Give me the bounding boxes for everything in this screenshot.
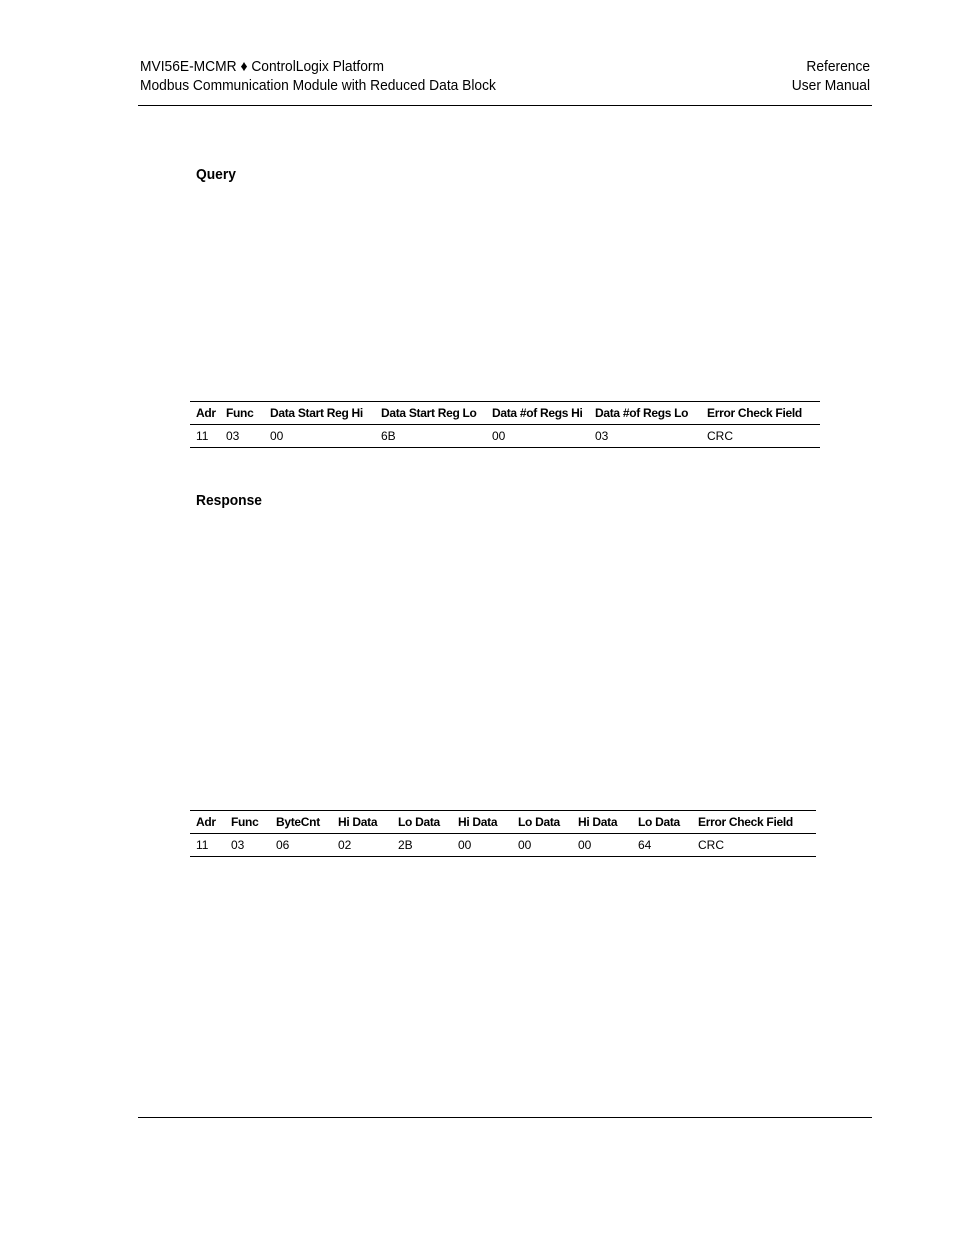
query-col-header: Adr <box>190 402 220 425</box>
header-manual-type: User Manual <box>791 77 870 94</box>
footer-divider <box>138 1117 872 1118</box>
query-col-header: Data Start Reg Lo <box>375 402 486 425</box>
query-col-header: Func <box>220 402 264 425</box>
response-col-header: Lo Data <box>392 811 452 834</box>
response-col-header: Lo Data <box>632 811 692 834</box>
response-col-header: Error Check Field <box>692 811 816 834</box>
response-cell: CRC <box>692 834 816 857</box>
query-col-header: Data #of Regs Lo <box>589 402 701 425</box>
header-divider <box>138 105 872 106</box>
header-left <box>140 57 496 95</box>
response-cell: 00 <box>452 834 512 857</box>
response-col-header: Adr <box>190 811 225 834</box>
response-col-header: Hi Data <box>572 811 632 834</box>
response-table <box>190 810 816 857</box>
query-table <box>190 401 820 448</box>
header-section-name: Reference <box>806 58 870 75</box>
response-col-header: Func <box>225 811 270 834</box>
response-cell: 06 <box>270 834 332 857</box>
header-product-title: MVI56E-MCMR ♦ ControlLogix Platform <box>140 58 385 75</box>
query-cell: 00 <box>264 425 375 448</box>
query-cell: 6B <box>375 425 486 448</box>
response-cell: 2B <box>392 834 452 857</box>
response-cell: 00 <box>512 834 572 857</box>
header-right <box>792 57 870 95</box>
query-cell: 03 <box>220 425 264 448</box>
query-heading: Query <box>196 166 236 183</box>
table-row <box>190 425 820 448</box>
query-header-row <box>190 402 820 425</box>
response-cell: 03 <box>225 834 270 857</box>
table-row <box>190 834 816 857</box>
response-cell: 11 <box>190 834 225 857</box>
query-col-header: Data #of Regs Hi <box>486 402 589 425</box>
response-col-header: Hi Data <box>332 811 392 834</box>
query-cell: CRC <box>701 425 820 448</box>
query-col-header: Error Check Field <box>701 402 820 425</box>
query-col-header: Data Start Reg Hi <box>264 402 375 425</box>
header-product-subtitle: Modbus Communication Module with Reduced Data Block <box>140 77 496 94</box>
response-col-header: Hi Data <box>452 811 512 834</box>
response-header-row <box>190 811 816 834</box>
query-cell: 03 <box>589 425 701 448</box>
response-col-header: ByteCnt <box>270 811 332 834</box>
query-cell: 00 <box>486 425 589 448</box>
response-cell: 02 <box>332 834 392 857</box>
response-col-header: Lo Data <box>512 811 572 834</box>
response-cell: 64 <box>632 834 692 857</box>
response-cell: 00 <box>572 834 632 857</box>
response-heading: Response <box>196 492 262 509</box>
query-cell: 11 <box>190 425 220 448</box>
